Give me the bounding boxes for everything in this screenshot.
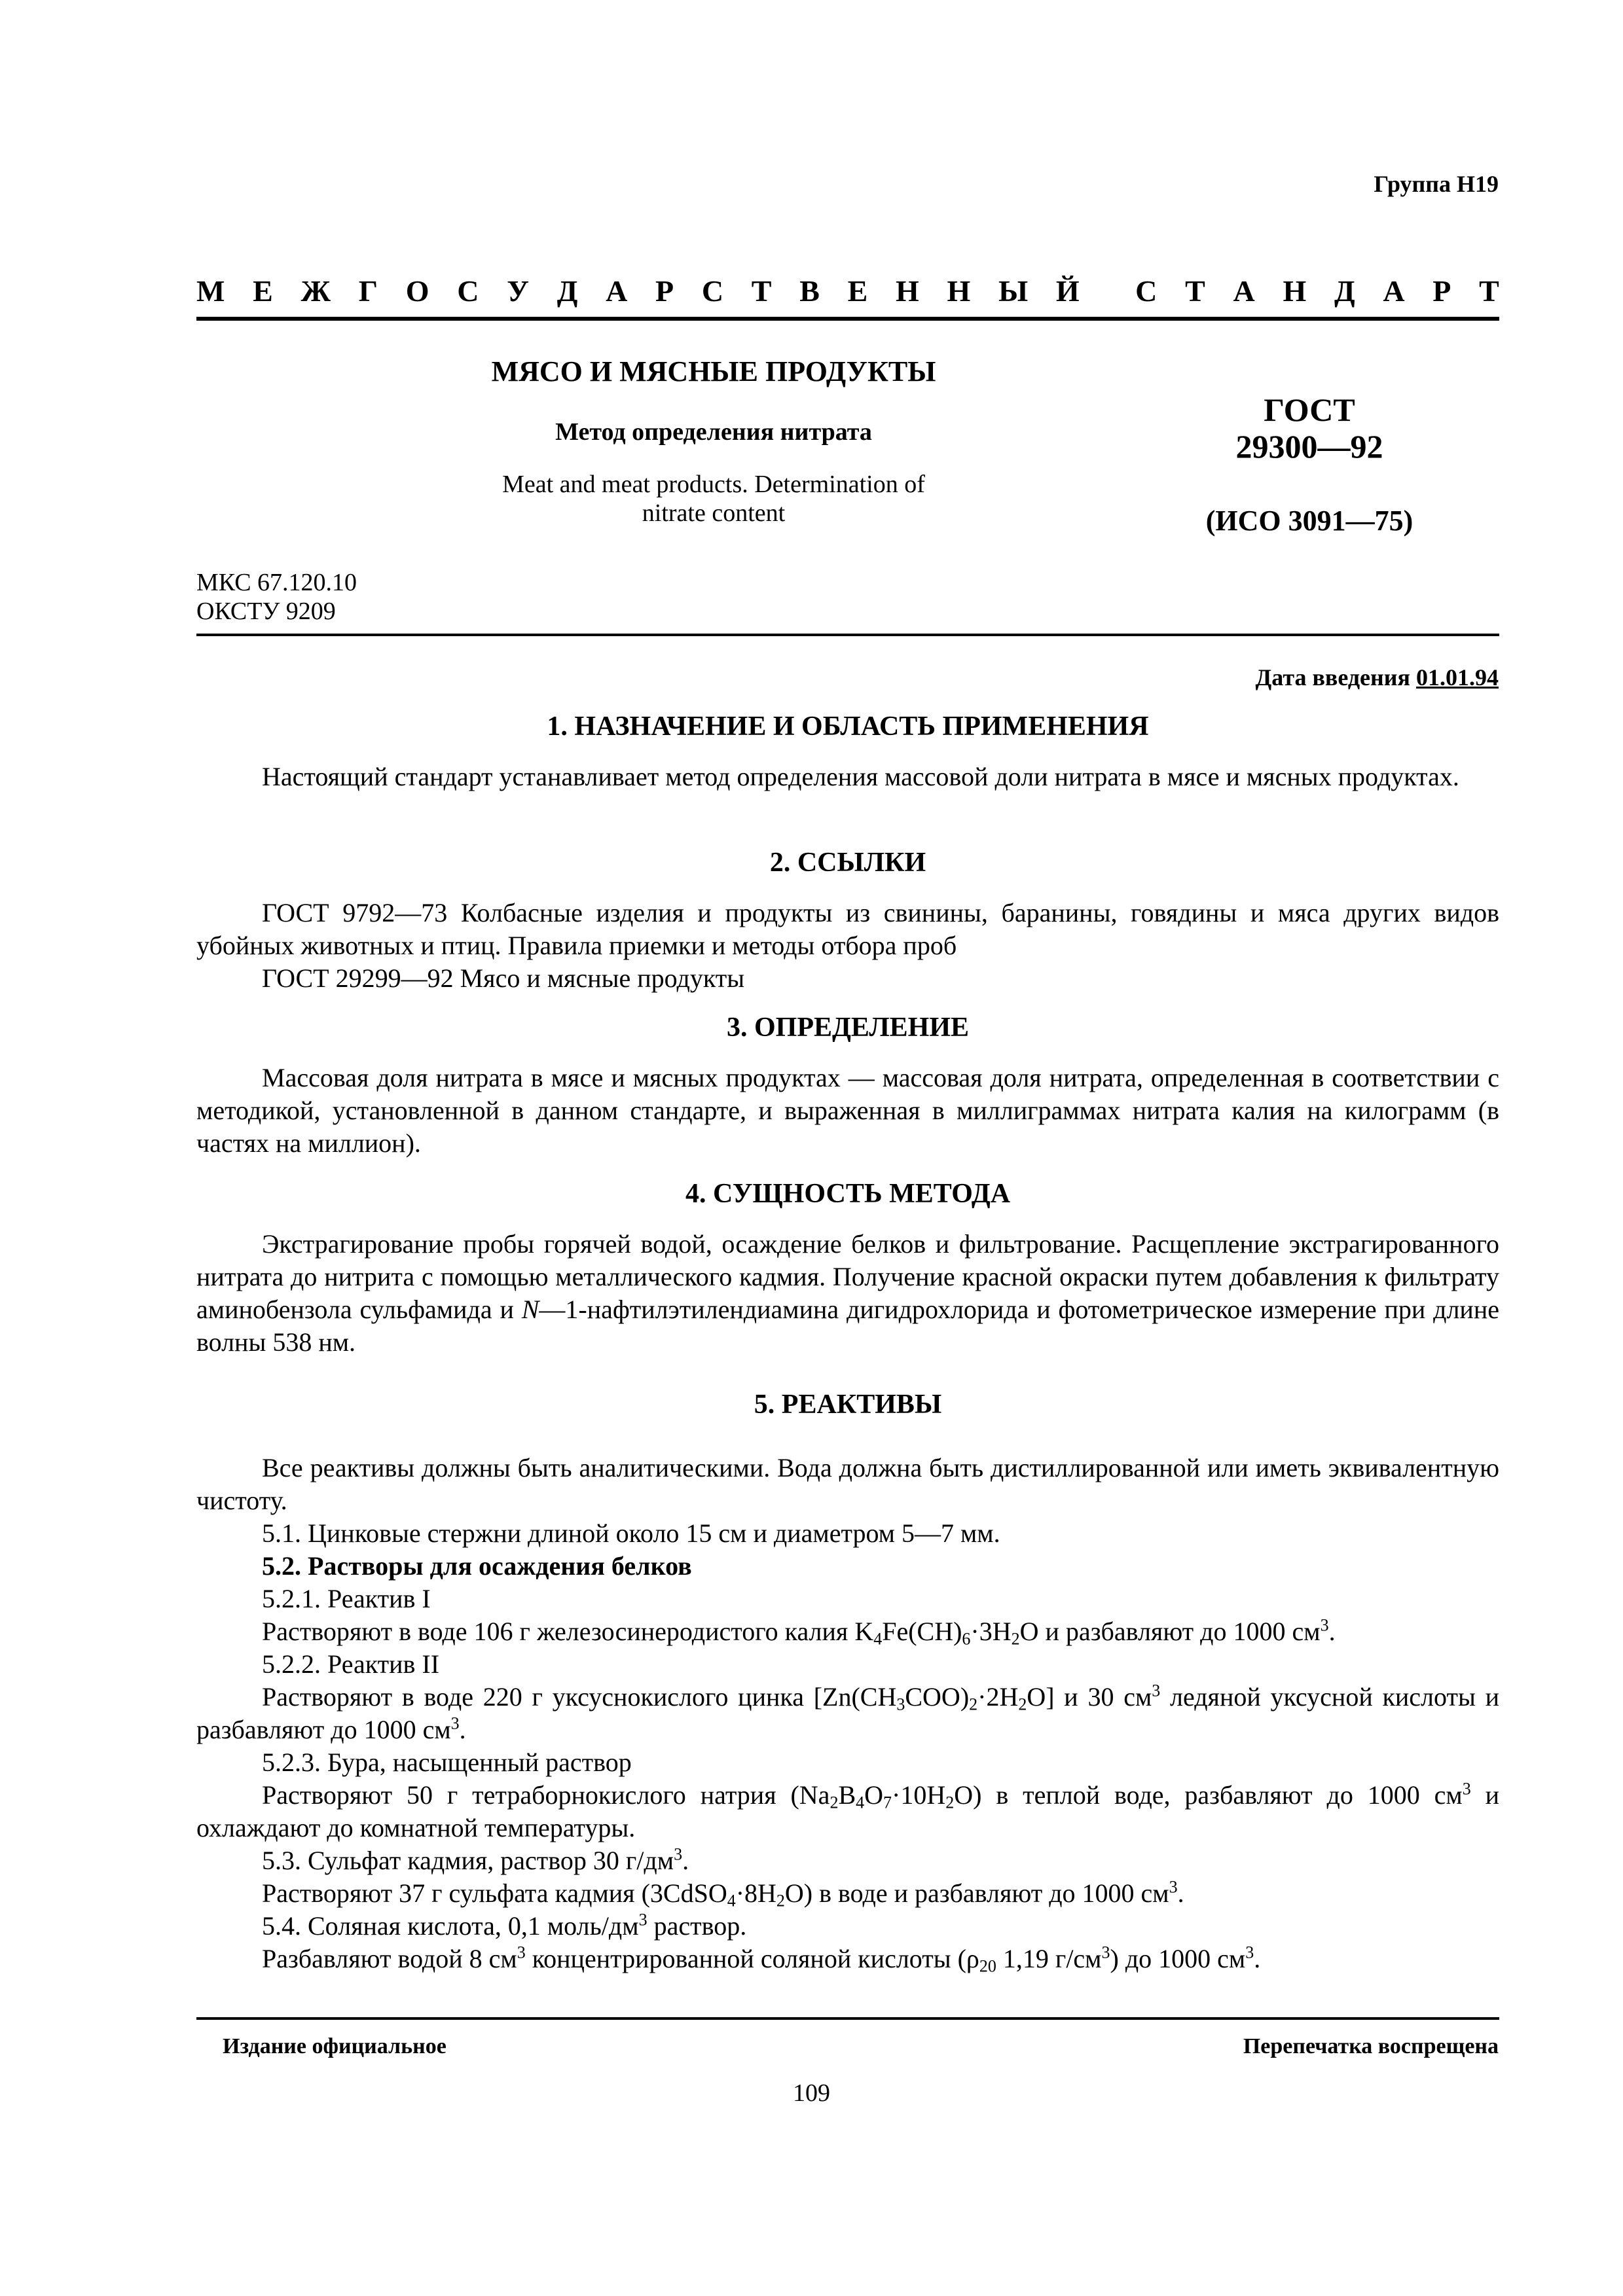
text-part: ·2H xyxy=(977,1682,1019,1712)
text-part: . xyxy=(1254,1944,1261,1973)
section-4-text-part: —1-нафтилэтилендиамина дигидрохлорида и фотометрическое измерение при длине волны 538 нм. xyxy=(196,1295,1499,1357)
section-2-reference-1: ГОСТ 9792—73 Колбасные изделия и продукты из свинины, баранины, говядины и мяса других видов убойных животных и птиц. Правила приемки и методы отбора проб xyxy=(196,898,1499,960)
footer-rule xyxy=(196,2017,1499,2020)
superscript: 3 xyxy=(1169,1877,1178,1897)
text-part: ·3H xyxy=(970,1617,1012,1646)
classification-codes xyxy=(196,568,357,626)
footer-official-edition: Издание официальное xyxy=(223,2034,447,2058)
subscript: 4 xyxy=(856,1793,865,1812)
standard-type-letter: У xyxy=(507,274,529,308)
standard-type-letter: Е xyxy=(847,274,868,308)
standard-type-letter: Т xyxy=(751,274,772,308)
text-part: и охлаждают до комнатной температуры. xyxy=(196,1780,1499,1842)
superscript: 3 xyxy=(1462,1779,1471,1799)
english-title-line1: Meat and meat products. Determination of xyxy=(502,471,925,498)
text-part: концентрированной соляной кислоты (ρ xyxy=(525,1944,979,1973)
codes-rule xyxy=(196,634,1499,636)
standard-type-letter: Г xyxy=(358,274,378,308)
section-5-heading: 5. РЕАКТИВЫ xyxy=(754,1390,942,1420)
standard-type-letter: С xyxy=(701,274,724,308)
standard-type-letter: Н xyxy=(896,274,919,308)
section-4-italic: N xyxy=(521,1295,539,1324)
text-part: . xyxy=(459,1715,466,1744)
effective-date xyxy=(1256,664,1499,691)
superscript: 3 xyxy=(1152,1681,1161,1700)
text-part: O) в теплой воде, разбавляют до 1000 см xyxy=(954,1780,1463,1810)
english-title xyxy=(419,470,1008,528)
standard-type-letter: Д xyxy=(1334,274,1355,308)
document-subtitle: Метод определения нитрата xyxy=(555,418,872,446)
page-number: 109 xyxy=(793,2079,830,2107)
standard-type-heading xyxy=(196,274,1499,308)
superscript: 3 xyxy=(1245,1943,1254,1962)
subscript: 20 xyxy=(979,1956,996,1976)
standard-type-letter: А xyxy=(606,274,628,308)
effective-date-value: 01.01.94 xyxy=(1416,664,1499,691)
subscript: 2 xyxy=(1018,1695,1027,1714)
text-part: ледяной уксусной кислоты и разбавляют до 1000 см xyxy=(196,1682,1499,1744)
section-4-text-part: Экстрагирование пробы горячей водой, осаждение белков и фильтрование. Расщепление экстрагированного нитрата до нитрита с помощью металлического кадмия. Получение красной окраски путем добавления к фильтрату аминобензола сульфамида и xyxy=(196,1229,1499,1324)
text-part: O) в воде и разбавляют до 1000 см xyxy=(784,1878,1169,1908)
okstu-code: ОКСТУ 9209 xyxy=(196,598,336,625)
section-5-intro: Все реактивы должны быть аналитическими. Вода должна быть дистиллированной или иметь эквивалентную чистоту. xyxy=(196,1453,1499,1515)
text-part: O и разбавляют до 1000 см xyxy=(1019,1617,1321,1646)
item-5-4-text xyxy=(196,1943,1499,1975)
standard-type-letter: Т xyxy=(1185,274,1205,308)
subscript: 2 xyxy=(830,1793,839,1812)
standard-type-letter: Е xyxy=(253,274,273,308)
subscript: 4 xyxy=(727,1891,736,1910)
text-part: Растворяют в воде 220 г уксуснокислого цинка [Zn(CH xyxy=(262,1682,897,1712)
text-part: 1,19 г/см xyxy=(996,1944,1102,1973)
superscript: 3 xyxy=(450,1713,460,1733)
gost-designation xyxy=(1152,391,1467,465)
subscript: 2 xyxy=(1011,1629,1020,1649)
text-part: O xyxy=(864,1780,884,1810)
standard-type-letter: С xyxy=(1135,274,1158,308)
item-5-2-1: 5.2.1. Реактив I xyxy=(262,1584,431,1613)
subscript: 6 xyxy=(962,1629,971,1649)
text-part: COO) xyxy=(905,1682,970,1712)
item-5-1: 5.1. Цинковые стержни длиной около 15 см и диаметром 5—7 мм. xyxy=(262,1518,1000,1548)
section-3-text: Массовая доля нитрата в мясе и мясных продуктах — массовая доля нитрата, определенная в соответствии с методикой, установленной в данном стандарте, и выраженная в миллиграммах нитрата калия на килограмм (в частях на миллион). xyxy=(196,1063,1499,1158)
text-part: ) до 1000 см xyxy=(1110,1944,1246,1973)
superscript: 3 xyxy=(1320,1615,1329,1635)
standard-type-letter: Р xyxy=(655,274,674,308)
text-part: ·10H xyxy=(892,1780,946,1810)
standard-type-letter: Н xyxy=(1283,274,1307,308)
text-part: 5.4. Соляная кислота, 0,1 моль/дм xyxy=(262,1911,639,1941)
item-5-2-2: 5.2.2. Реактив II xyxy=(262,1649,440,1679)
standard-type-letter: М xyxy=(196,274,225,308)
superscript: 3 xyxy=(638,1910,647,1929)
effective-date-label: Дата введения xyxy=(1255,664,1410,691)
subscript: 3 xyxy=(896,1695,905,1714)
item-5-3-text xyxy=(196,1877,1499,1910)
superscript: 3 xyxy=(674,1844,683,1864)
text-part: раствор. xyxy=(647,1911,747,1941)
standard-type-letter: А xyxy=(1233,274,1255,308)
standard-type-letter: Д xyxy=(556,274,578,308)
gost-number: 29300—92 xyxy=(1235,428,1383,465)
text-part: Растворяют 50 г тетраборнокислого натрия (Na xyxy=(262,1780,830,1810)
english-title-line2: nitrate content xyxy=(642,499,786,527)
standard-type-letter: С xyxy=(457,274,479,308)
text-part: ·8H xyxy=(735,1878,776,1908)
text-part: Разбавляют водой 8 см xyxy=(262,1944,517,1973)
section-2-heading: 2. ССЫЛКИ xyxy=(769,848,926,878)
standard-type-letter: А xyxy=(1383,274,1405,308)
subscript: 7 xyxy=(883,1793,892,1812)
text-part: Растворяют в воде 106 г железосинеродистого калия K xyxy=(262,1617,874,1646)
standard-type-letter: Р xyxy=(1432,274,1451,308)
document-title: МЯСО И МЯСНЫЕ ПРОДУКТЫ xyxy=(491,355,936,387)
text-part: B xyxy=(838,1780,856,1810)
text-part: . xyxy=(682,1846,689,1875)
standard-type-letter: Й xyxy=(1055,274,1080,308)
item-5-2-3: 5.2.3. Бура, насыщенный раствор xyxy=(262,1748,632,1777)
superscript: 3 xyxy=(1101,1943,1110,1962)
text-part: O] и 30 см xyxy=(1027,1682,1152,1712)
standard-type-letter: В xyxy=(799,274,820,308)
section-4-heading: 4. СУЩНОСТЬ МЕТОДА xyxy=(685,1179,1011,1209)
text-part: . xyxy=(1177,1878,1184,1908)
item-5-4 xyxy=(196,1910,1499,1943)
item-5-2-1-text xyxy=(196,1615,1499,1648)
mks-code: МКС 67.120.10 xyxy=(196,569,357,596)
footer-reprint-notice: Перепечатка воспрещена xyxy=(1243,2034,1499,2058)
gost-label: ГОСТ xyxy=(1264,391,1355,428)
header-rule xyxy=(196,317,1499,321)
standard-type-letter: Ы xyxy=(998,274,1029,308)
text-part: . xyxy=(1328,1617,1336,1646)
item-5-3 xyxy=(196,1844,1499,1877)
text-part: Fe(CH) xyxy=(882,1617,962,1646)
item-5-2-2-text xyxy=(196,1681,1499,1746)
section-2-reference-2: ГОСТ 29299—92 Мясо и мясные продукты xyxy=(262,963,745,993)
superscript: 3 xyxy=(517,1943,526,1962)
text-part: 5.3. Сульфат кадмия, раствор 30 г/дм xyxy=(262,1846,674,1875)
group-code: Группа Н19 xyxy=(1374,171,1499,197)
text-part: Растворяют 37 г сульфата кадмия (3CdSO xyxy=(262,1878,727,1908)
subscript: 4 xyxy=(873,1629,883,1649)
subscript: 2 xyxy=(776,1891,785,1910)
section-4-text xyxy=(196,1228,1499,1359)
iso-reference: (ИСО 3091—75) xyxy=(1205,505,1413,537)
subscript: 2 xyxy=(969,1695,978,1714)
section-1-text: Настоящий стандарт устанавливает метод определения массовой доли нитрата в мясе и мясных продуктах. xyxy=(262,762,1459,791)
standard-type-letter: Ж xyxy=(301,274,331,308)
standard-type-letter: Н xyxy=(947,274,971,308)
standard-type-letter: О xyxy=(405,274,429,308)
subscript: 2 xyxy=(945,1793,955,1812)
section-3-heading: 3. ОПРЕДЕЛЕНИЕ xyxy=(726,1013,970,1043)
item-5-2-3-text xyxy=(196,1779,1499,1844)
section-1-heading: 1. НАЗНАЧЕНИЕ И ОБЛАСТЬ ПРИМЕНЕНИЯ xyxy=(547,711,1149,742)
item-5-2: 5.2. Растворы для осаждения белков xyxy=(262,1551,692,1581)
standard-type-letter: Т xyxy=(1479,274,1499,308)
